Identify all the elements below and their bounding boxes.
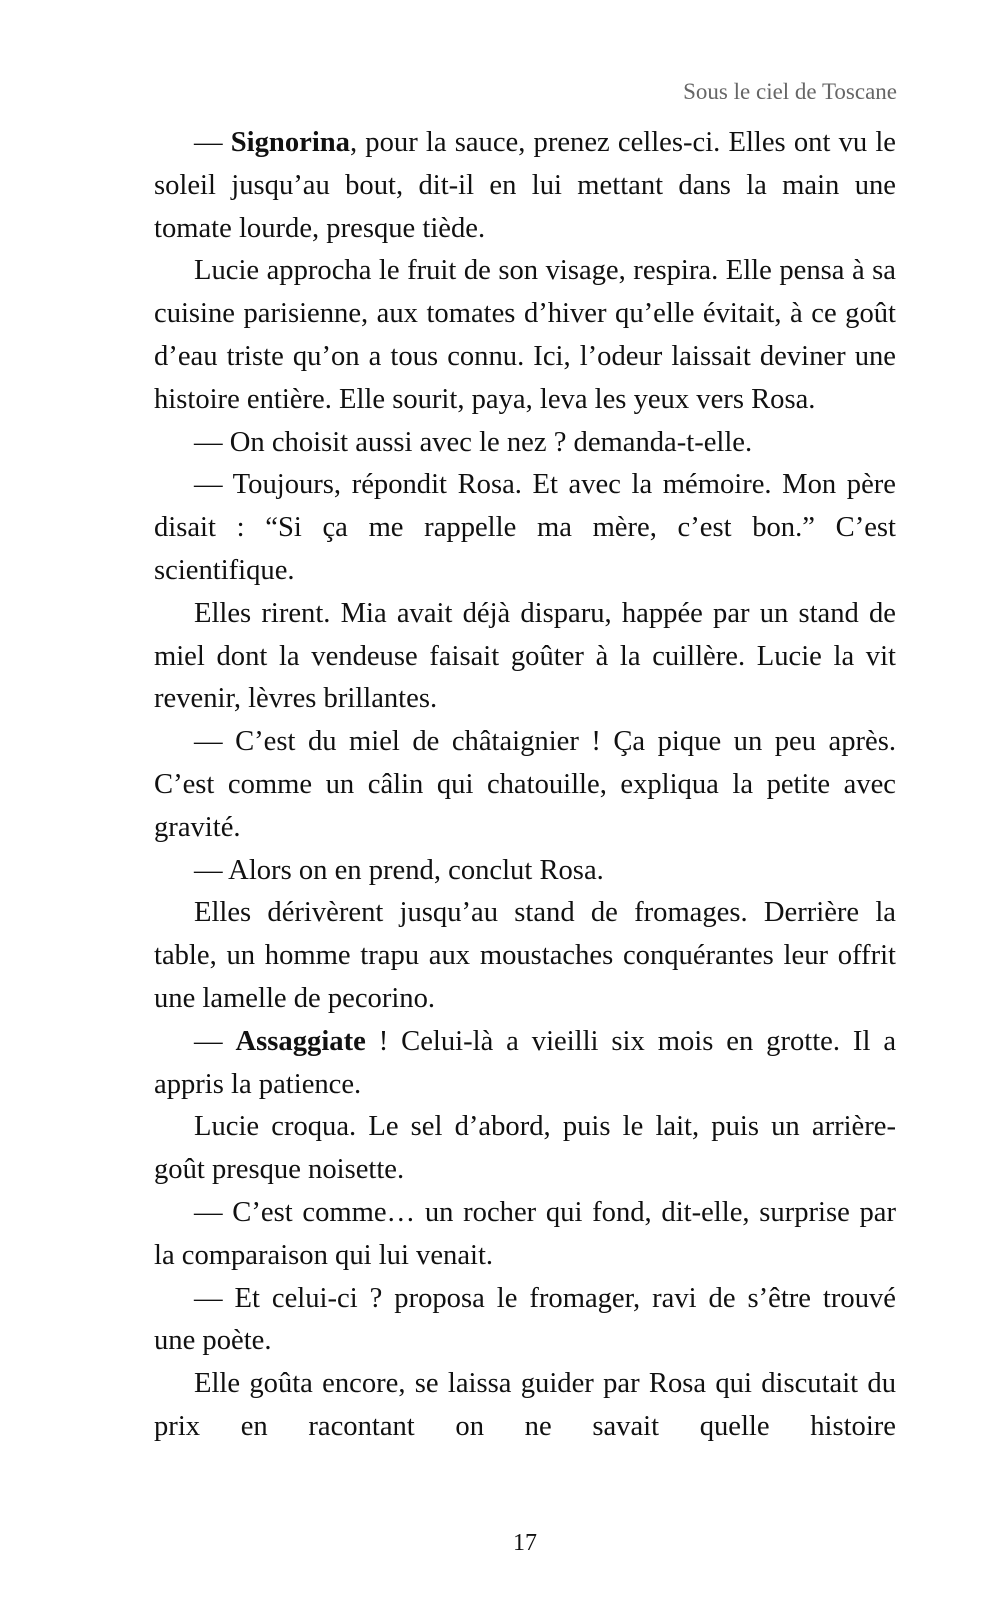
paragraph	[154, 250, 896, 421]
paragraph	[154, 422, 896, 465]
text-run: —	[194, 127, 231, 158]
paragraph	[154, 464, 896, 592]
text-run: Elle goûta encore, se laissa guider par Rosa qui discutait du prix en racontant on ne savait quelle histoire	[154, 1368, 896, 1442]
body-text	[154, 122, 896, 1449]
paragraph	[154, 593, 896, 721]
emphasized-word: Assaggiate	[235, 1025, 366, 1057]
text-run: — Alors on en prend, conclut Rosa.	[194, 854, 604, 886]
text-run: Elles dérivèrent jusqu’au stand de fromages. Derrière la table, un homme trapu aux moustaches conquérantes leur offrit une lamelle de pecorino.	[154, 897, 896, 1014]
paragraph	[154, 122, 896, 250]
text-run: — Toujours, répondit Rosa. Et avec la mémoire. Mon père disait : “Si ça me rappelle ma mère, c’est bon.” C’est scientifique.	[154, 469, 896, 586]
paragraph	[154, 721, 896, 849]
paragraph	[154, 1021, 896, 1107]
text-run: — C’est comme… un rocher qui fond, dit-elle, surprise par la comparaison qui lui venait.	[154, 1196, 896, 1271]
text-run: ! Celui-là a vieilli six mois en grotte. Il a appris la patience.	[154, 1025, 897, 1100]
paragraph	[154, 1278, 896, 1364]
text-run: — On choisit aussi avec le nez ? demanda-t-elle.	[194, 426, 753, 458]
text-run: —	[194, 1025, 236, 1057]
paragraph	[154, 892, 896, 1020]
running-header: Sous le ciel de Toscane	[683, 79, 897, 104]
text-run: — Et celui-ci ? proposa le fromager, ravi de s’être trouvé une poète.	[154, 1282, 896, 1357]
paragraph	[154, 1106, 896, 1192]
emphasized-word: Signorina	[230, 127, 350, 158]
paragraph	[154, 850, 896, 893]
text-run: Lucie croqua. Le sel d’abord, puis le lait, puis un arrière-goût presque noisette.	[154, 1111, 896, 1186]
text-run: — C’est du miel de châtaignier ! Ça pique un peu après. C’est comme un câlin qui chatouille, expliqua la petite avec gravité.	[154, 726, 896, 843]
text-run: Lucie approcha le fruit de son visage, respira. Elle pensa à sa cuisine parisienne, aux tomates d’hiver qu’elle évitait, à ce goût d’eau triste qu’on a tous connu. Ici, l’odeur laissait deviner une histoire entière. Elle sourit, paya, leva les yeux vers Rosa.	[154, 255, 896, 415]
paragraph	[154, 1192, 896, 1278]
text-run: Elles rirent. Mia avait déjà disparu, happée par un stand de miel dont la vendeuse faisait goûter à la cuillère. Lucie la vit revenir, lèvres brillantes.	[154, 597, 896, 715]
paragraph	[154, 1363, 896, 1449]
text-run: , pour la sauce, prenez celles-ci. Elles ont vu le soleil jusqu’au bout, dit-il en lui mettant dans la main une tomate lourde, presque tiède.	[154, 127, 896, 244]
page-number: 17	[513, 1530, 537, 1556]
